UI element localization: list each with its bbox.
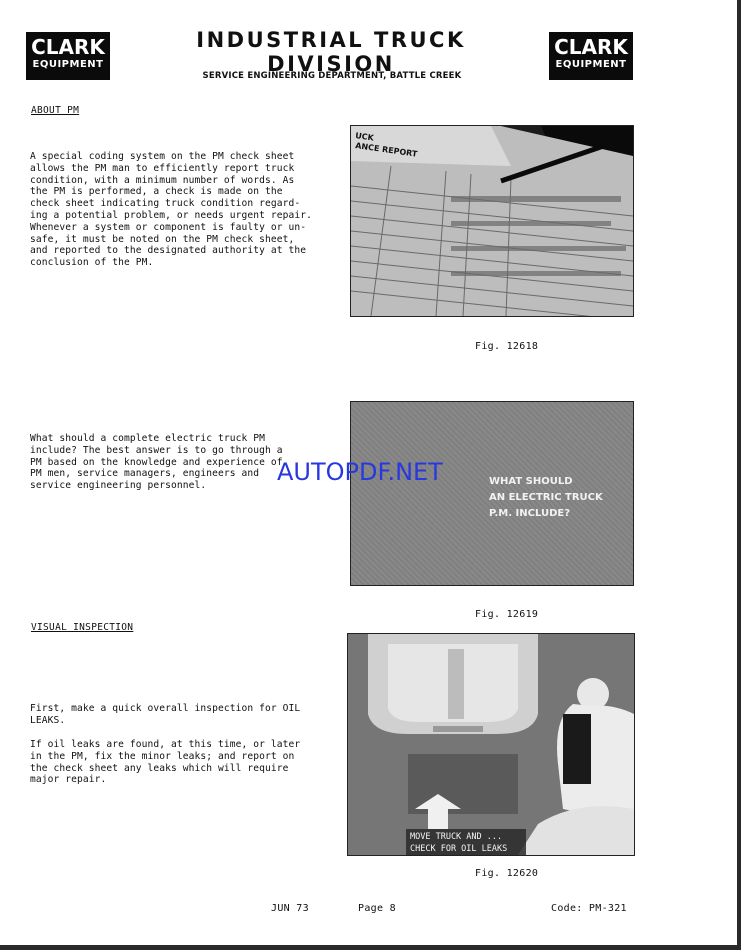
logo-subbrand: EQUIPMENT: [32, 59, 104, 70]
footer-code: Code: PM-321: [551, 903, 627, 914]
overlay-text-2: CHECK FOR OIL LEAKS: [410, 844, 508, 854]
logo-subbrand: EQUIPMENT: [555, 59, 627, 70]
check-sheet-illustration: [351, 126, 633, 316]
clark-logo-right: [549, 32, 633, 80]
clark-logo-left: [26, 32, 110, 80]
heading-about-pm: ABOUT PM: [31, 105, 80, 116]
figure-12620-photo: [347, 633, 635, 856]
footer-page-number: Page 8: [358, 903, 396, 914]
sheet-header-text-1: UCK: [354, 131, 375, 143]
slide-text-2: AN ELECTRIC TRUCK: [489, 492, 603, 503]
caption-fig-12619: Fig. 12619: [475, 609, 539, 620]
page-border-bottom: [0, 945, 741, 950]
caption-fig-12620: Fig. 12620: [475, 868, 539, 879]
division-title: INDUSTRIAL TRUCK DIVISION: [196, 28, 466, 76]
logo-brand: CLARK: [554, 35, 628, 59]
heading-visual-inspection: VISUAL INSPECTION: [31, 622, 134, 633]
title-slide-illustration: [351, 402, 633, 585]
truck-inspection-illustration: [348, 634, 634, 855]
footer-date: JUN 73: [271, 903, 309, 914]
figure-12619-photo: [350, 401, 634, 586]
slide-text-1: WHAT SHOULD: [489, 476, 573, 487]
overlay-text-1: MOVE TRUCK AND ...: [410, 832, 503, 842]
paragraph-oil-leaks-repair: If oil leaks are found, at this time, or later in the PM, fix the minor leaks; and report on the check sheet any leaks which will require major repair.: [30, 739, 301, 786]
sheet-header-text-2: ANCE REPORT: [354, 141, 418, 159]
watermark: AUTOPDF.NET: [277, 458, 443, 486]
slide-text-3: P.M. INCLUDE?: [489, 508, 571, 519]
paragraph-oil-leaks-intro: First, make a quick overall inspection for OIL LEAKS.: [30, 703, 301, 726]
paragraph-about-pm: A special coding system on the PM check sheet allows the PM man to efficiently report truck condition, with a minimum number of words. As the PM is performed, a check is made on the check sheet indicating truck condition regard- ing a potential problem, or needs urgent repair. Whenever a system or component is faulty or un- safe, it must be noted on the PM check sheet, and reported to the designated authority at the conclusion of the PM.: [30, 151, 313, 269]
department-subtitle: SERVICE ENGINEERING DEPARTMENT, BATTLE CREEK: [202, 71, 462, 81]
caption-fig-12618: Fig. 12618: [475, 341, 539, 352]
paragraph-complete-pm: What should a complete electric truck PM include? The best answer is to go through a PM based on the knowledge and experience of PM men, service managers, engineers and service engineering personnel.: [30, 433, 283, 492]
logo-brand: CLARK: [31, 35, 105, 59]
page-border-right: [737, 0, 741, 950]
figure-12618-photo: [350, 125, 634, 317]
